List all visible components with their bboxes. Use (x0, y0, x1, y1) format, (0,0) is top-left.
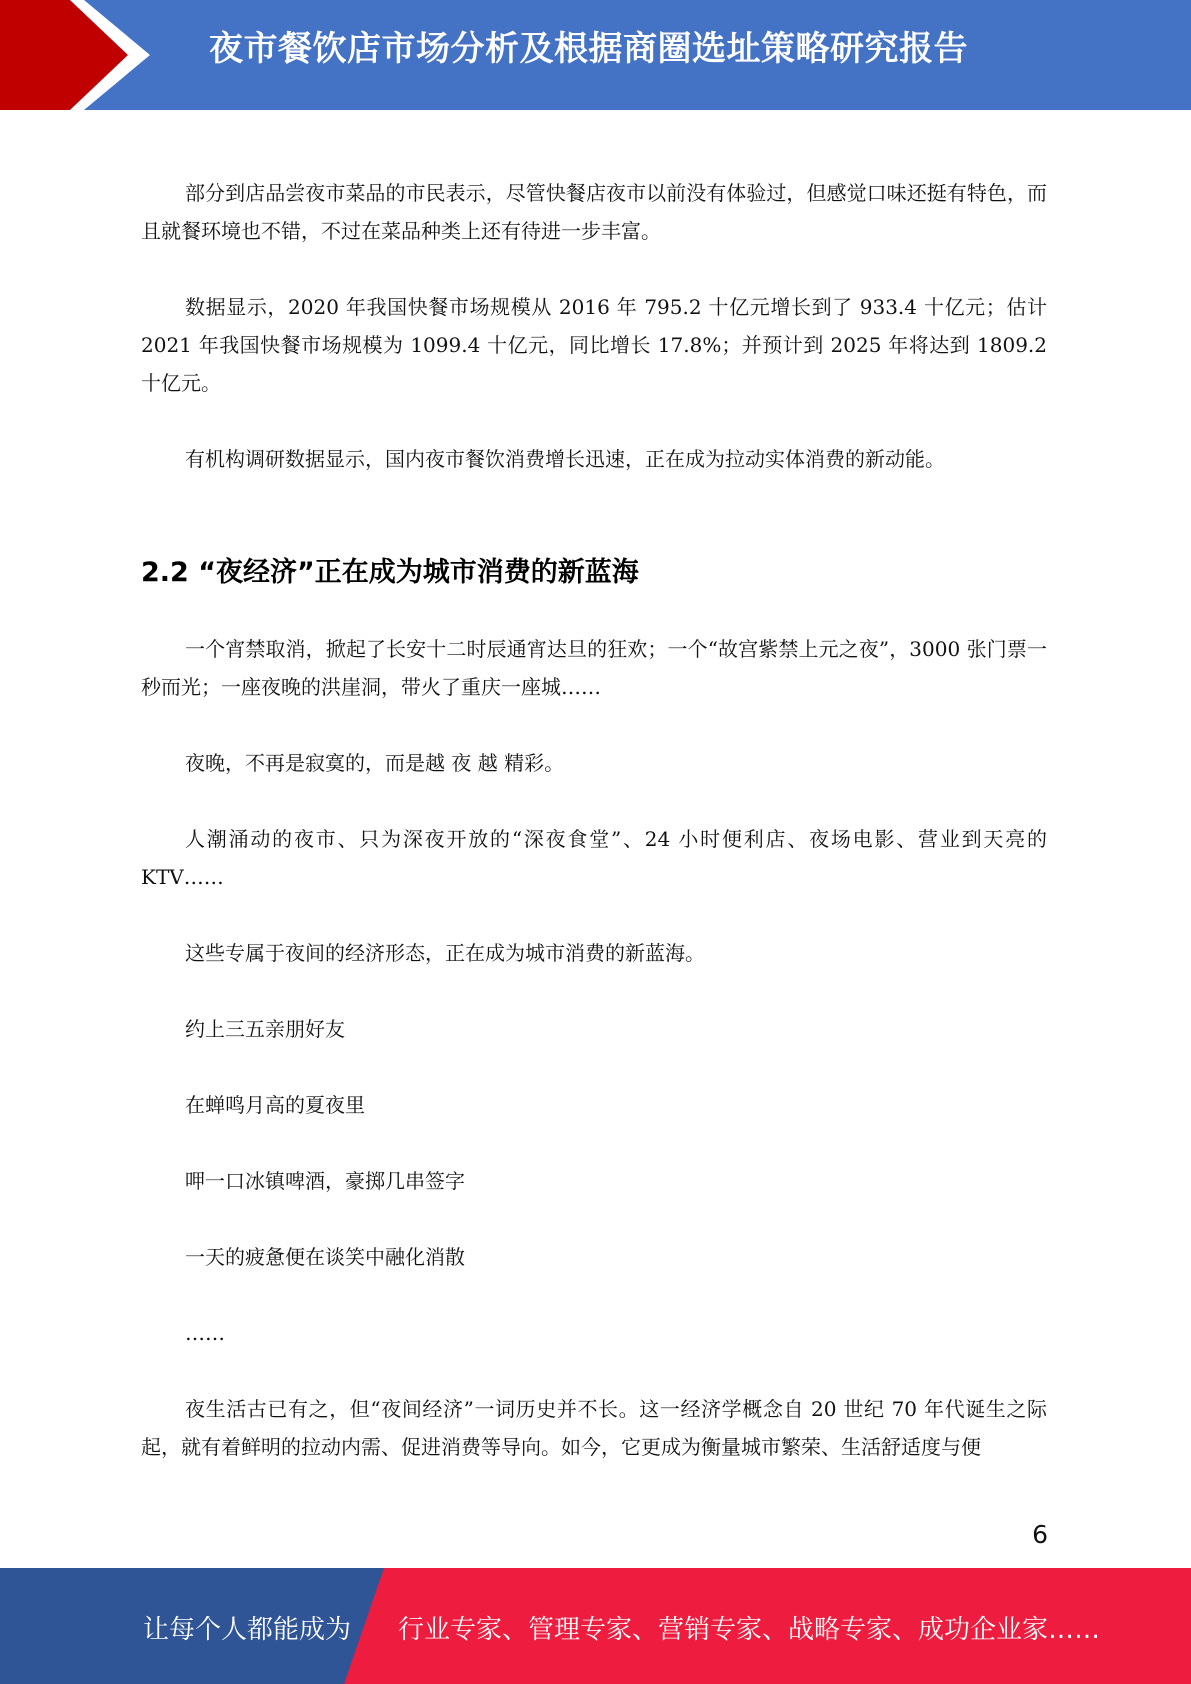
poem-line: 在蝉鸣月高的夏夜里 (185, 1093, 365, 1117)
paragraph: 部分到店品尝夜市菜品的市民表示，尽管快餐店夜市以前没有体验过，但感觉口味还挺有特色，而且就餐环境也不错，不过在菜品种类上还有待进一步丰富。 (141, 181, 1047, 243)
paragraph: 一个宵禁取消，掀起了长安十二时辰通宵达旦的狂欢；一个“故宫紫禁上元之夜”，3000 张门票一秒而光；一座夜晚的洪崖洞，带火了重庆一座城…… (141, 637, 1047, 699)
poem-line: 呷一口冰镇啤酒，豪掷几串签字 (185, 1169, 465, 1193)
footer-slogan-left: 让每个人都能成为 (143, 1615, 352, 1645)
poem-line: 一天的疲惫便在谈笑中融化消散 (185, 1245, 465, 1269)
document-body (141, 174, 1047, 1466)
document-title: 夜市餐饮店市场分析及根据商圈选址策略研究报告 (209, 29, 968, 69)
footer-slogan-right: 行业专家、管理专家、营销专家、战略专家、成功企业家…… (398, 1615, 1101, 1645)
header-red-chevron (0, 0, 150, 110)
paragraph: 人潮涌动的夜市、只为深夜开放的“深夜食堂”、24 小时便利店、夜场电影、营业到天亮的KTV…… (141, 827, 1047, 889)
paragraph: 数据显示，2020 年我国快餐市场规模从 2016 年 795.2 十亿元增长到了 933.4 十亿元；估计 2021 年我国快餐市场规模为 1099.4 十亿元，同比增长 17.8%；并预计到 2025 年将达到 1809.2 十亿元。 (141, 295, 1047, 395)
footer-banner (0, 1568, 1191, 1684)
header-banner (0, 0, 1191, 110)
poem-line: 约上三五亲朋好友 (185, 1017, 345, 1041)
ellipsis-line: …… (185, 1321, 225, 1345)
page-number: 6 (1032, 1520, 1048, 1549)
paragraph: 这些专属于夜间的经济形态，正在成为城市消费的新蓝海。 (185, 941, 705, 965)
section-heading: 2.2 “夜经济”正在成为城市消费的新蓝海 (141, 557, 639, 588)
paragraph: 夜晚，不再是寂寞的，而是越 夜 越 精彩。 (185, 751, 565, 775)
paragraph: 夜生活古已有之，但“夜间经济”一词历史并不长。这一经济学概念自 20 世纪 70 年代诞生之际起，就有着鲜明的拉动内需、促进消费等导向。如今，它更成为衡量城市繁荣、生活舒适度与便 (141, 1397, 1047, 1459)
paragraph: 有机构调研数据显示，国内夜市餐饮消费增长迅速，正在成为拉动实体消费的新动能。 (185, 447, 945, 471)
